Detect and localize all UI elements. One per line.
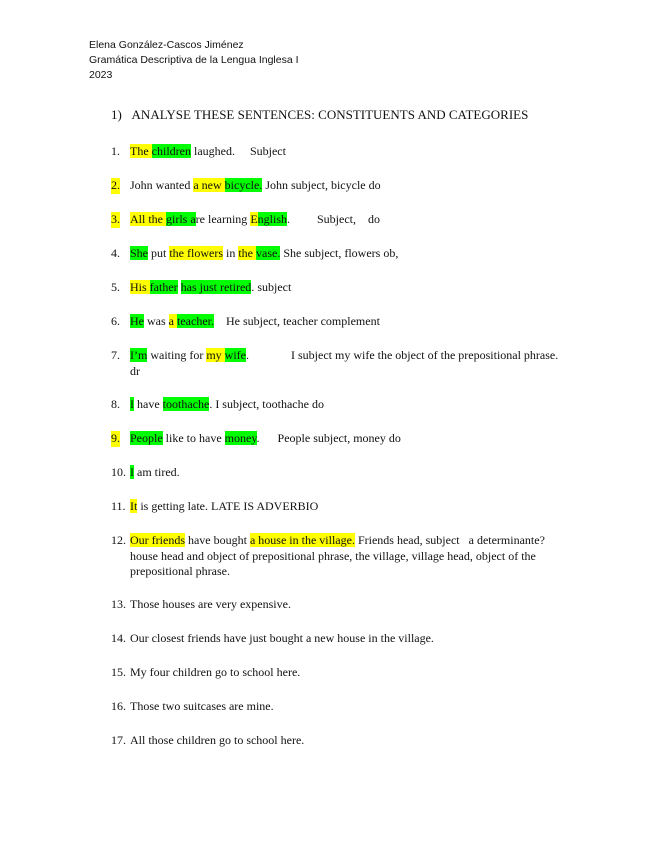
text-segment: have [134,397,163,411]
sentence-number: 14. [111,631,126,645]
text-segment: in [223,246,239,260]
highlighted-segment: father [149,280,178,294]
sentence-item [111,397,566,413]
sentence-text [130,533,566,580]
text-segment: John subject, bicycle do [262,178,381,192]
sentence-text [130,733,566,749]
sentence-text [130,431,566,447]
sentence-item [111,465,566,481]
highlighted-segment: wife [224,348,246,362]
text-segment: . People subject, money do [256,431,401,445]
sentence-item [111,733,566,749]
sentence-number: 17. [111,733,126,747]
sentence-text [130,499,566,515]
text-segment: like to have [162,431,225,445]
text-segment: Friends head, subject a determinante? house head and object of prepositional phrase, the village, village head, object of the prepositional phrase. [130,533,545,578]
highlighted-segment: the flowers [169,246,223,260]
highlighted-segment: nglish [257,212,287,226]
highlighted-segment: I’m [130,348,148,362]
sentence-item [111,499,566,515]
sentence-number: 3. [111,212,120,226]
highlighted-segment: a [168,314,177,328]
highlighted-segment: teacher. [177,314,214,328]
highlighted-segment: toothache [162,397,210,411]
sentence-number: 2. [111,178,120,192]
highlighted-segment: money [224,431,257,445]
sentence-number: 7. [111,348,120,362]
sentence-number: 1. [111,144,120,158]
sentence-item [111,533,566,580]
highlighted-segment: He [130,314,144,328]
sentence-item [111,348,566,379]
sentence-item [111,280,566,296]
sentence-text [130,397,566,413]
highlighted-segment: my [206,348,225,362]
text-segment: All those children go to school here. [130,733,305,747]
text-segment: Those two suitcases are mine. [130,699,274,713]
sentence-text [130,699,566,715]
highlighted-segment: a new [193,178,225,192]
text-segment: am tired. [134,465,180,479]
text-segment: . Subject, do [287,212,380,226]
section-title [111,107,528,123]
highlighted-segment: the [238,246,257,260]
highlighted-segment: His [130,280,150,294]
sentence-item [111,631,566,647]
sentence-text [130,178,566,194]
highlighted-segment: The [130,144,152,158]
highlighted-segment: Our friends [130,533,185,547]
highlighted-segment: girls a [166,212,196,226]
sentence-text [130,597,566,613]
sentence-number: 4. [111,246,120,260]
sentence-text [130,465,566,481]
sentence-number: 13. [111,597,126,611]
text-segment: John wanted [130,178,194,192]
section-number: 1) [111,107,122,122]
text-segment: Those houses are very expensive. [130,597,291,611]
highlighted-segment: All the [130,212,166,226]
text-segment: re learning [195,212,251,226]
sentence-text [130,280,566,296]
text-segment: He subject, teacher complement [213,314,380,328]
sentence-number: 15. [111,665,126,679]
sentence-item [111,699,566,715]
text-segment: is getting late. LATE IS ADVERBIO [137,499,319,513]
highlighted-segment: children [151,144,191,158]
sentence-number: 9. [111,431,120,445]
text-segment: put [148,246,170,260]
highlighted-segment: It [130,499,138,513]
text-segment: Our closest friends have just bought a new house in the village. [130,631,434,645]
highlighted-segment: vase. [256,246,281,260]
highlighted-segment: I [130,397,134,411]
sentence-number: 11. [111,499,126,513]
sentence-item [111,431,566,447]
sentence-item [111,314,566,330]
sentence-text [130,665,566,681]
text-segment: laughed. Subject [190,144,286,158]
course-name: Gramática Descriptiva de la Lengua Inglesa I [89,54,299,66]
highlighted-segment: I [130,465,134,479]
sentence-item [111,178,566,194]
text-segment: . subject [251,280,292,294]
section-title-text: ANALYSE THESE SENTENCES: CONSTITUENTS AND CATEGORIES [131,107,529,122]
year: 2023 [89,69,113,81]
author-name: Elena González-Cascos Jiménez [89,39,244,51]
sentence-text [130,631,566,647]
text-segment: . I subject my wife the object of the prepositional phrase. dr [130,348,559,378]
sentence-number: 12. [111,533,126,547]
text-segment: have bought [184,533,250,547]
sentence-number: 10. [111,465,126,479]
sentence-number: 6. [111,314,120,328]
highlighted-segment: a house in the village. [249,533,355,547]
document-header [89,38,299,83]
highlighted-segment: People [130,431,163,445]
sentence-text [130,212,566,228]
text-segment: My four children go to school here. [130,665,301,679]
sentence-item [111,597,566,613]
sentence-number: 5. [111,280,120,294]
text-segment: was [144,314,169,328]
sentence-text [130,144,566,160]
highlighted-segment: bicycle. [224,178,263,192]
highlighted-segment: has just retired [180,280,252,294]
sentence-text [130,246,566,262]
sentence-item [111,212,566,228]
sentence-number: 8. [111,397,120,411]
highlighted-segment: E [250,212,258,226]
sentence-item [111,665,566,681]
highlighted-segment: She [130,246,148,260]
sentence-item [111,144,566,160]
sentence-text [130,348,566,379]
sentence-text [130,314,566,330]
sentence-item [111,246,566,262]
text-segment: She subject, flowers ob, [280,246,399,260]
text-segment: . I subject, toothache do [209,397,324,411]
sentence-number: 16. [111,699,126,713]
text-segment: waiting for [147,348,207,362]
